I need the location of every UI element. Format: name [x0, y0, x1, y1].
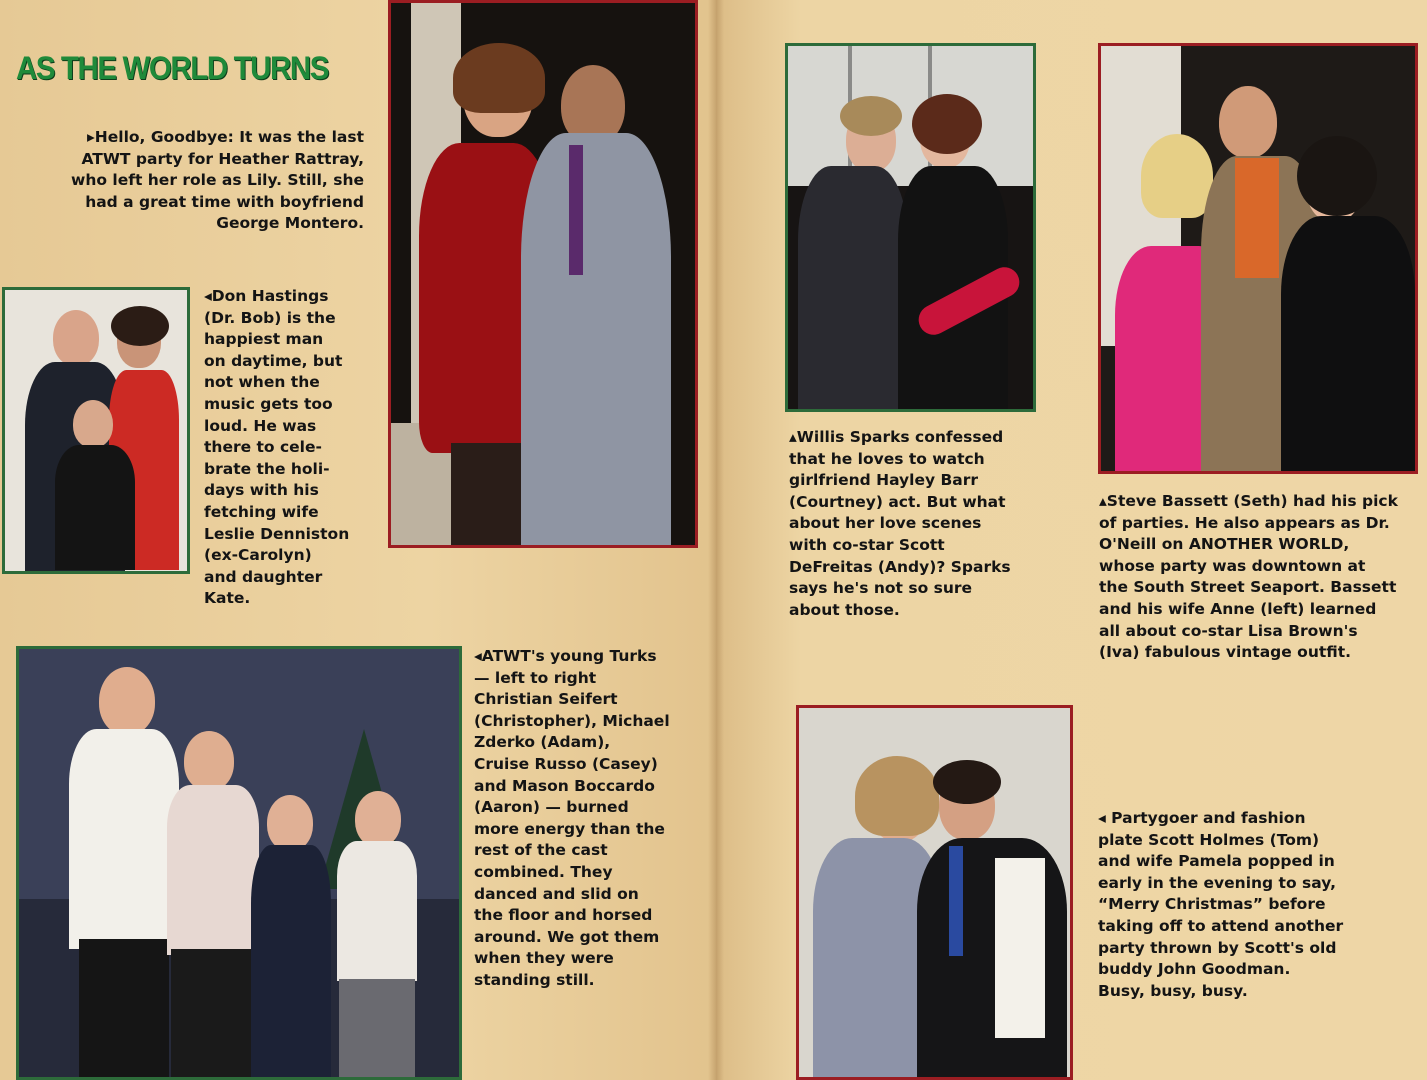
photo-don-hastings-family: [2, 287, 190, 574]
caption-willis-sparks: ▴Willis Sparks confessed that he loves to watch girlfriend Hayley Barr (Courtney) act. But what about her love scenes with co-star Scott DeFreitas (Andy)? Sparks says he's not so sure about those.: [789, 428, 1011, 619]
photo-young-turks: [16, 646, 462, 1080]
caption-steve-bassett: ▴Steve Bassett (Seth) had his pick of parties. He also appears as Dr. O'Neill on ANOTHER WORLD, whose party was downtown at the South Street Seaport. Bassett and his wife Anne (left) learned all about co-star Lisa Brown's (Iva) fabulous vintage outfit.: [1099, 492, 1398, 662]
photo-steve-bassett: [1098, 43, 1418, 474]
section-title: AS THE WORLD TURNS: [16, 50, 329, 86]
photo-scott-pamela: [796, 705, 1073, 1080]
photo-heather-george: [388, 0, 698, 548]
caption-young-turks: ◂ATWT's young Turks — left to right Christian Seifert (Christopher), Michael Zderko (Adam), Cruise Russo (Casey) and Mason Boccardo (Aaron) — burned more energy than the rest of the cast combined. They danced and slid on the floor and horsed around. We got them when they were standing still.: [474, 647, 670, 989]
caption-heather-rattray: ▸Hello, Goodbye: It was the last ATWT party for Heather Rattray, who left her role as Lily. Still, she had a great time with boyfriend George Montero.: [71, 128, 364, 233]
photo-willis-hayley: [785, 43, 1036, 412]
caption-scott-holmes: ◂ Partygoer and fashion plate Scott Holmes (Tom) and wife Pamela popped in early in the evening to say, “Merry Christmas” before taking off to attend another party thrown by Scott's old buddy John Goodman. Busy, busy, busy.: [1098, 809, 1344, 1000]
caption-don-hastings: ◂Don Hastings (Dr. Bob) is the happiest man on daytime, but not when the music gets too loud. He was there to cele- brate the holi- days with his fetching wife Leslie Denniston (ex-Carolyn) and daughter Kate.: [204, 287, 350, 608]
page-gutter: [708, 0, 724, 1080]
